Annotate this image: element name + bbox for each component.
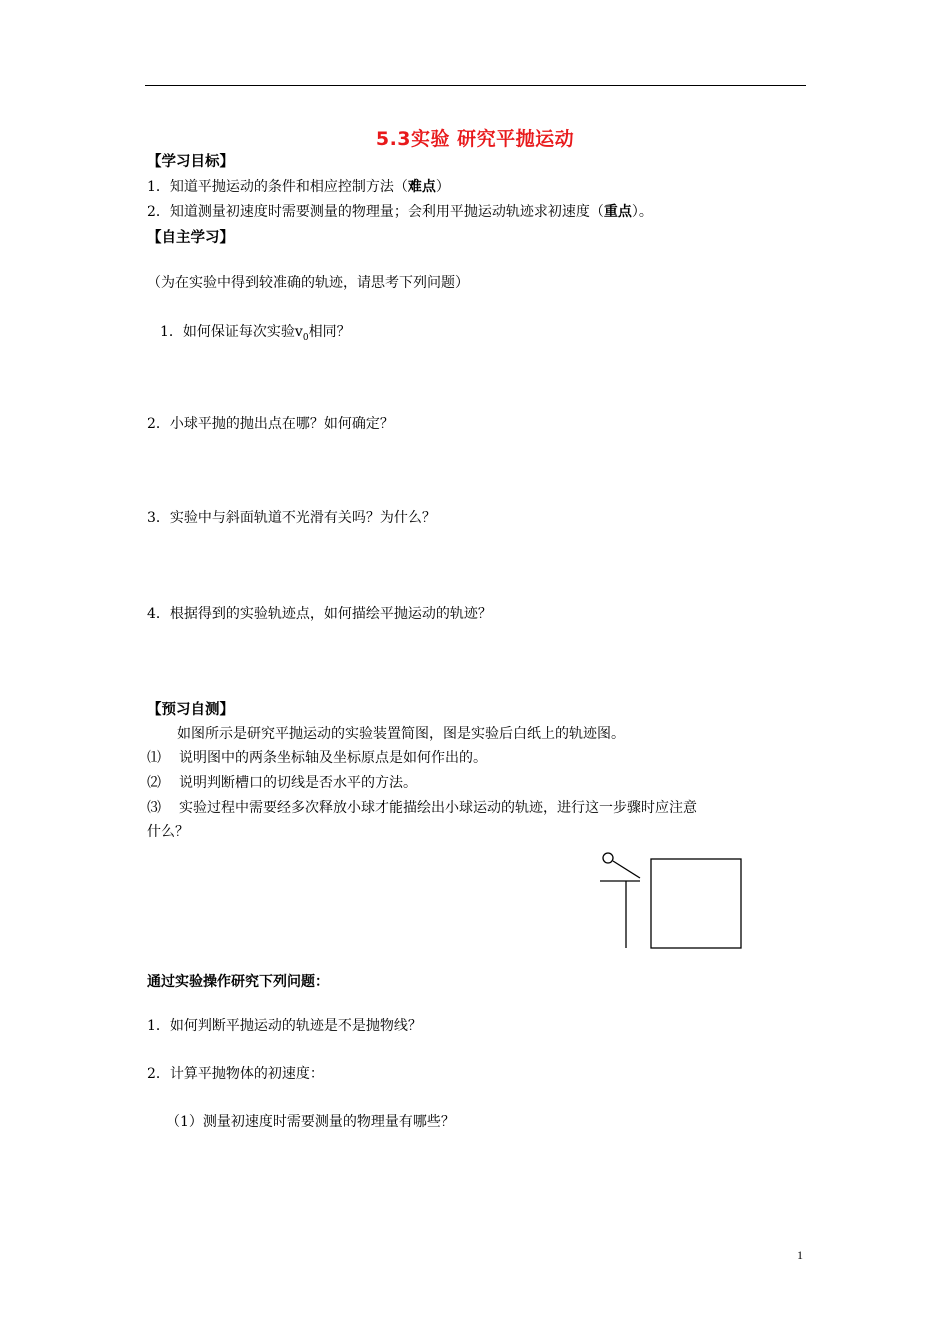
objective-item-2-text: 知道测量初速度时需要测量的物理量；会利用平抛运动轨迹求初速度（ — [169, 204, 604, 220]
board-rectangle — [651, 859, 741, 948]
self-study-question-3: 3．实验中与斜面轨道不光滑有关吗？为什么？ — [147, 510, 436, 526]
page-title: 5.3实验 研究平抛运动 — [375, 128, 575, 150]
self-study-heading: 【自主学习】 — [147, 230, 234, 246]
preview-item-3-text: 实验过程中需要经多次释放小球才能描绘出小球运动的轨迹，进行这一步骤时应注意 — [179, 800, 697, 816]
objective-item-2 — [147, 202, 653, 222]
preview-item-1-text: 说明图中的两条坐标轴及坐标原点是如何作出的。 — [179, 750, 487, 766]
preview-item-2-num: ⑵ — [147, 775, 161, 791]
ball-icon — [603, 853, 613, 863]
preview-item-3 — [147, 798, 697, 818]
self-study-question-1-end: 相同？ — [308, 324, 351, 340]
objective-item-2-emphasis: 重点 — [603, 204, 632, 220]
preview-item-1-num: ⑴ — [147, 750, 161, 766]
self-study-question-1-num: 1． — [160, 324, 183, 340]
experiment-question-2: 2．计算平抛物体的初速度： — [147, 1066, 324, 1082]
preview-item-2 — [147, 773, 417, 793]
apparatus-diagram — [590, 846, 760, 956]
self-study-question-2: 2．小球平抛的抛出点在哪？如何确定？ — [147, 416, 394, 432]
experiment-heading: 通过实验操作研究下列问题： — [147, 974, 329, 990]
preview-heading: 【预习自测】 — [147, 702, 234, 718]
preview-item-3-num: ⑶ — [147, 800, 161, 816]
preview-intro: 如图所示是研究平抛运动的实验装置简图，图是实验后白纸上的轨迹图。 — [177, 726, 625, 742]
objective-item-2-end: ）。 — [631, 204, 653, 220]
preview-item-1 — [147, 748, 487, 768]
objective-item-1 — [147, 177, 450, 197]
self-study-question-1-subscript: 0 — [302, 332, 309, 343]
self-study-question-1-text: 如何保证每次实验v — [182, 324, 303, 340]
objectives-heading: 【学习目标】 — [147, 154, 234, 170]
self-study-question-4: 4．根据得到的实验轨迹点，如何描绘平抛运动的轨迹？ — [147, 606, 492, 622]
header-rule — [145, 85, 806, 86]
preview-item-3-continued: 什么？ — [147, 824, 189, 840]
self-study-question-1 — [160, 322, 351, 348]
objective-item-1-emphasis: 难点 — [407, 179, 436, 195]
experiment-question-2-1: （1）测量初速度时需要测量的物理量有哪些？ — [166, 1114, 455, 1130]
experiment-question-1: 1．如何判断平抛运动的轨迹是不是抛物线？ — [147, 1018, 422, 1034]
objective-item-1-num: 1． — [147, 179, 170, 195]
ramp-line — [613, 861, 640, 878]
objective-item-1-text: 知道平抛运动的条件和相应控制方法（ — [169, 179, 408, 195]
objective-item-1-end: ） — [435, 179, 450, 195]
objective-item-2-num: 2． — [147, 204, 170, 220]
preview-item-2-text: 说明判断槽口的切线是否水平的方法。 — [179, 775, 417, 791]
self-study-intro: （为在实验中得到较准确的轨迹，请思考下列问题） — [147, 275, 469, 291]
page-number: 1 — [797, 1248, 803, 1262]
